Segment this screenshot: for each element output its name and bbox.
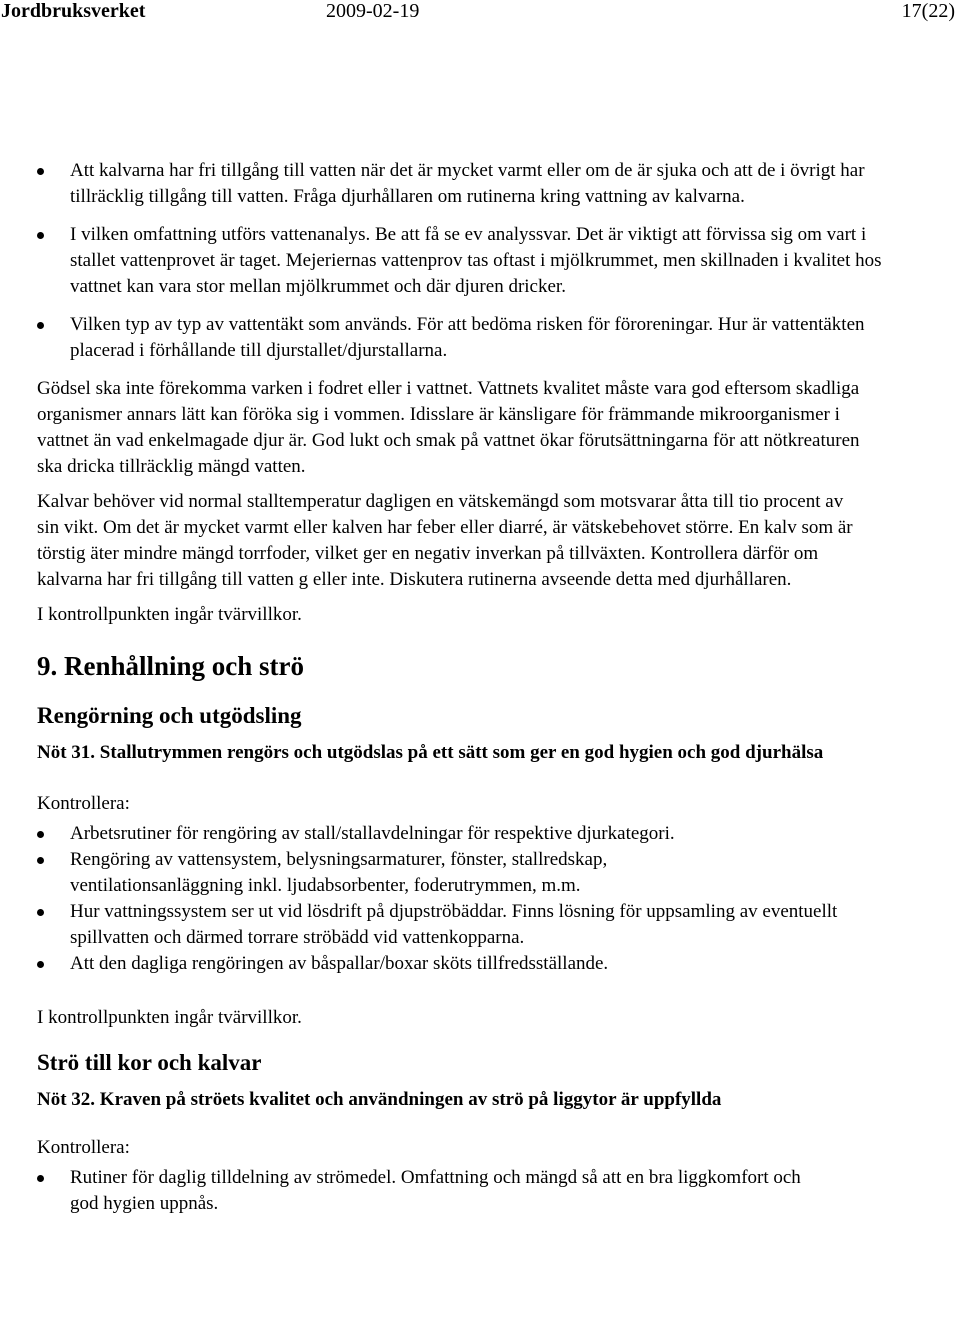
- list-item: Rengöring av vattensystem, belysningsarmaturer, fönster, stallredskap, ventilationsanläggning inkl. ljudabsorbenter, foderutrymmen, m.m.: [37, 847, 770, 899]
- paragraph-manure-water: Gödsel ska inte förekomma varken i fodret eller i vattnet. Vattnets kvalitet måste vara god eftersom skadliga organismer annars lätt kan föröka sig i vommen. Idisslare är känsligare för främmande mikroorganismer i vattnet än vad enkelmagade djur är. God lukt och smak på vattnet ökar förutsättningarna för att nötkreaturen ska dricka tillräcklig mängd vatten.: [37, 378, 860, 477]
- check-label: Kontrollera:: [37, 1137, 130, 1158]
- section-title: 9. Renhållning och strö: [37, 651, 305, 681]
- cross-compliance-note: I kontrollpunkten ingår tvärvillkor.: [37, 1007, 302, 1028]
- header-page-number: 17(22): [901, 0, 955, 22]
- bullet-icon: [37, 961, 44, 968]
- subsection-title-bedding: Strö till kor och kalvar: [37, 1050, 262, 1075]
- bullet-icon: [37, 909, 44, 916]
- header-organization: Jordbruksverket: [1, 0, 146, 22]
- bullet-icon: [37, 857, 44, 864]
- bullet-icon: [37, 168, 44, 175]
- paragraph-calf-fluid: Kalvar behöver vid normal stalltemperatur dagligen en vätskemängd som motsvarar åtta till tio procent av sin vikt. Om det är mycket varmt eller kalven har feber eller diarré, är vätskebehovet större. En kalv som är törstig äter mindre mängd torrfoder, vilket ger en negativ inverkan på tillväxten. Kontrollera därför om kalvarna har fri tillgång till vatten g eller inte. Diskutera rutinerna avseende detta med djurhållaren.: [37, 491, 853, 590]
- header-date: 2009-02-19: [326, 0, 420, 22]
- list-item: Att den dagliga rengöringen av båspallar/boxar sköts tillfredsställande.: [37, 951, 890, 977]
- list-item: Hur vattningssystem ser ut vid lösdrift på djupströbäddar. Finns lösning för uppsamling av eventuellt spillvatten och därmed torrare ströbädd vid vattenkopparna.: [37, 899, 890, 951]
- list-item: Arbetsrutiner för rengöring av stall/stallavdelningar för respektive djurkategori.: [37, 821, 890, 847]
- page-header: [0, 0, 960, 24]
- list-item: I vilken omfattning utförs vattenanalys. Be att få se ev analyssvar. Det är viktigt att förvissa sig om vart i stallet vattenprovet är taget. Mejeriernas vattenprov tas oftast i mjölkrummet, men skillnaden i kvalitet hos vattnet kan vara stor mellan mjölkrummet och där djuren dricker.: [37, 222, 890, 300]
- requirement-not-32: Nöt 32. Kraven på ströets kvalitet och användningen av strö på liggytor är uppfyllda: [37, 1089, 722, 1110]
- list-item: Rutiner för daglig tilldelning av strömedel. Omfattning och mängd så att en bra liggkomfort och god hygien uppnås.: [37, 1165, 830, 1217]
- subsection-title-cleaning: Rengörning och utgödsling: [37, 703, 302, 728]
- list-item: Vilken typ av typ av vattentäkt som används. För att bedöma risken för föroreningar. Hur är vattentäkten placerad i förhållande till djurstallet/djurstallarna.: [37, 312, 890, 364]
- document-body: [37, 158, 937, 1217]
- requirement-not-31: Nöt 31. Stallutrymmen rengörs och utgödslas på ett sätt som ger en god hygien och god djurhälsa: [37, 742, 824, 763]
- bullet-icon: [37, 1175, 44, 1182]
- check-label: Kontrollera:: [37, 793, 130, 814]
- bullet-icon: [37, 831, 44, 838]
- bullet-list-cleaning: [37, 821, 937, 977]
- bullet-list-water: [37, 158, 937, 364]
- cross-compliance-note: I kontrollpunkten ingår tvärvillkor.: [37, 604, 302, 625]
- bullet-icon: [37, 322, 44, 329]
- list-item: Att kalvarna har fri tillgång till vatten när det är mycket varmt eller om de är sjuka och att de i övrigt har tillräcklig tillgång till vatten. Fråga djurhållaren om rutinerna kring vattning av kalvarna.: [37, 158, 890, 210]
- bullet-list-bedding: [37, 1165, 937, 1217]
- bullet-icon: [37, 232, 44, 239]
